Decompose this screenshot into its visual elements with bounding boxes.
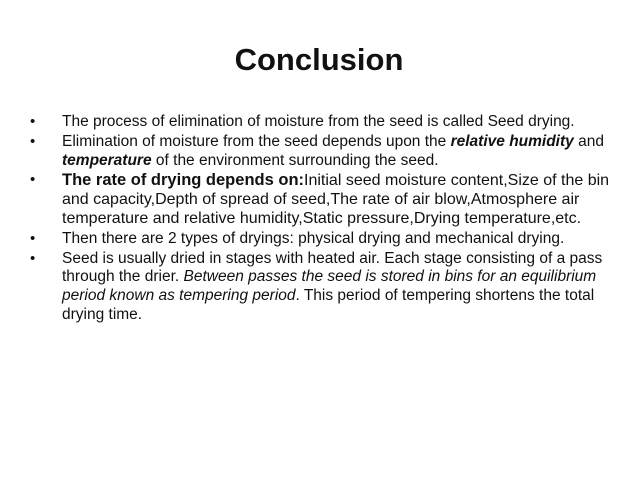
bullet-item [30,250,612,325]
emphasis-temperature: temperature [62,151,152,169]
emphasis-tempering: Between passes the seed is stored in bins for an equilibrium period known as tempering period [62,268,597,305]
slide-title: Conclusion [234,42,404,77]
bullet-dot: • [30,113,36,130]
bullet-item [30,113,612,132]
bullet-dot: • [30,249,36,267]
bullet-text: Then there are 2 types of dryings: physical drying and mechanical drying. [62,229,565,247]
emphasis-relative-humidity: relative humidity [450,132,574,150]
bullet-text: of the environment surrounding the seed. [151,151,439,169]
bullet-item [30,230,612,249]
bullet-list [30,113,612,326]
bullet-text: Elimination of moisture from the seed depends upon the [62,132,451,150]
bullet-lead: The rate of drying depends on: [62,171,305,190]
bullet-dot: • [30,229,36,247]
bullet-dot: • [30,171,36,189]
bullet-text: The process of elimination of moisture from the seed is called Seed drying. [62,113,575,130]
bullet-item [30,171,612,228]
bullet-text: Initial seed moisture content,Size of the bin and capacity,Depth of spread of seed,The rate of air blow,Atmosphere air temperature and relative humidity,Static pressure,Drying temperature,etc. [62,172,610,227]
bullet-text: . This period of tempering shortens the total drying time. [62,287,595,323]
bullet-item [30,133,612,171]
bullet-dot: • [30,132,36,150]
bullet-text: and [573,132,604,150]
bullet-text: Seed is usually dried in stages with heated air. Each stage consisting of a pass through the drier. [62,249,603,286]
